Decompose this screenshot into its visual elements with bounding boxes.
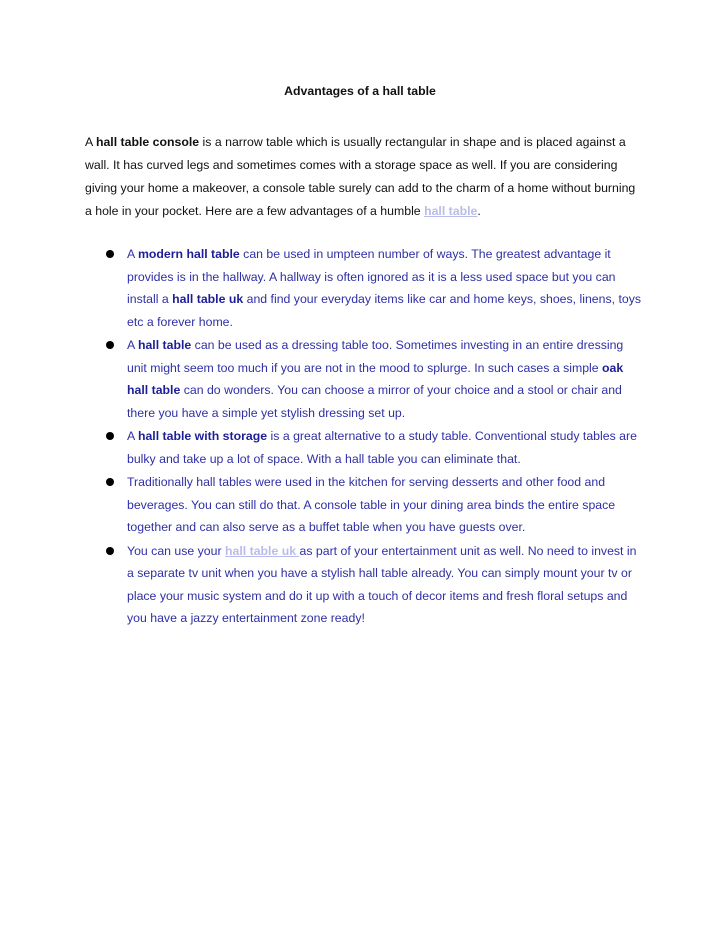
list-item <box>106 243 641 333</box>
list-item <box>106 471 641 539</box>
intro-body: is a narrow table which is usually rectangular in shape and is placed against a wall. It has curved legs and sometimes comes with a storage space as well. If you are considering giving your home a makeover, a console table surely can add to the charm of a home without burning a hole in your pocket. Here are a few advantages of a humble <box>85 135 636 218</box>
bullet-text: Traditionally hall tables were used in the kitchen for serving desserts and other food and beverages. You can still do that. A console table in your dining area binds the entire space together and can also serve as a buffet table when you have guests over. <box>127 475 616 534</box>
list-item <box>106 334 641 424</box>
bullet-prefix: You can use your <box>127 543 225 558</box>
bullet-bold-term: modern hall table <box>137 247 240 261</box>
bullet-bold-term: hall table uk <box>172 292 244 306</box>
bullet-dot-icon <box>106 547 114 555</box>
intro-paragraph <box>85 131 645 223</box>
bullet-dot-icon <box>106 250 114 258</box>
bullet-bold-term: oak hall table <box>127 360 624 397</box>
bullet-text: and find your everyday items like car and home keys, shoes, linens, toys etc a forever home. <box>127 292 641 329</box>
bullet-prefix: A <box>127 247 138 261</box>
list-item <box>106 425 641 470</box>
bullet-text: is a great alternative to a study table. Conventional study tables are bulky and take up a lot of space. With a hall table you can eliminate that. <box>127 429 637 466</box>
bullet-bold-term: hall table with storage <box>137 429 268 443</box>
bullet-dot-icon <box>106 432 114 440</box>
bullet-prefix: A <box>127 429 138 443</box>
hall-table-uk-link[interactable]: hall table uk <box>225 543 300 558</box>
intro-suffix: . <box>477 204 481 218</box>
hall-table-link[interactable]: hall table <box>424 204 478 218</box>
bullet-prefix: A <box>127 338 138 352</box>
bullet-text: can be used in umpteen number of ways. The greatest advantage it provides is in the hallway. A hallway is often ignored as it is a less used space but you can install a <box>127 247 616 306</box>
advantages-list <box>106 243 641 631</box>
bullet-dot-icon <box>106 341 114 349</box>
bullet-text: can do wonders. You can choose a mirror of your choice and a stool or chair and there you have a simple yet stylish dressing set up. <box>127 383 622 420</box>
list-item <box>106 540 641 630</box>
bullet-dot-icon <box>106 478 114 486</box>
document-title: Advantages of a hall table <box>284 84 436 98</box>
bullet-text: can be used as a dressing table too. Sometimes investing in an entire dressing unit might seem too much if you are not in the mood to splurge. In such cases a simple <box>127 338 624 375</box>
bullet-text: as part of your entertainment unit as well. No need to invest in a separate tv unit when you have a stylish hall table already. You can simply mount your tv or place your music system and do it up with a touch of decor items and fresh floral setups and you have a jazzy entertainment zone ready! <box>127 543 637 625</box>
bullet-bold-term: hall table <box>137 338 192 352</box>
intro-bold-term: hall table console <box>95 135 200 149</box>
intro-prefix: A <box>85 135 96 149</box>
